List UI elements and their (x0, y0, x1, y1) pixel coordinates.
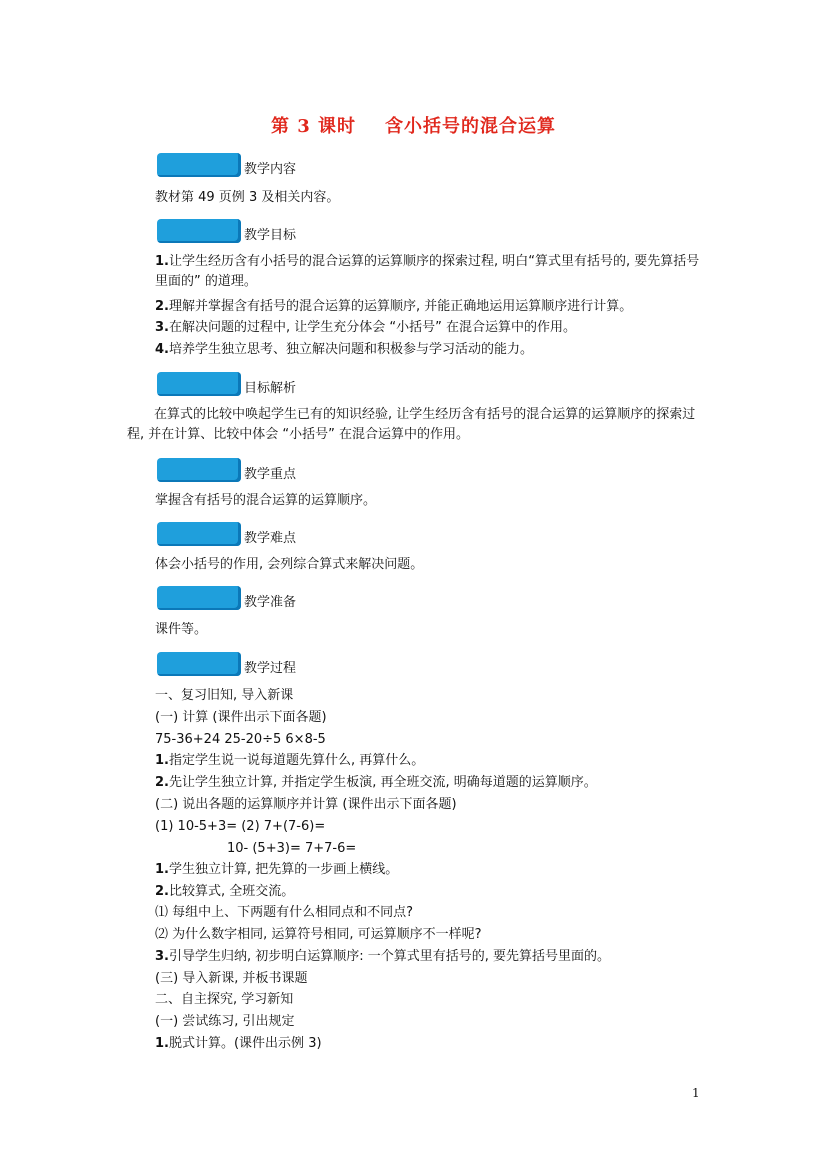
section-label: 教学重点 (244, 467, 297, 482)
process-line: (三) 导入新课, 并板书课题 (155, 971, 308, 986)
goal-number: 3. (155, 320, 169, 335)
section-label: 目标解析 (244, 381, 297, 396)
line-text: 比较算式, 全班交流。 (168, 884, 295, 899)
prep-text: 课件等。 (155, 622, 208, 637)
process-line: 二、自主探究, 学习新知 (155, 992, 294, 1007)
section-label: 教学目标 (244, 228, 297, 243)
section-label: 教学内容 (244, 162, 297, 177)
difficult-text: 体会小括号的作用, 会列综合算式来解决问题。 (155, 557, 424, 572)
process-line: (一) 计算 (课件出示下面各题) (155, 710, 327, 725)
section-badge (157, 652, 241, 676)
line-text: 学生独立计算, 把先算的一步画上横线。 (168, 862, 399, 877)
process-line: (1) 10-5+3= (2) 7+(7-6)= (155, 819, 326, 834)
process-line (155, 1034, 322, 1054)
line-text: 先让学生独立计算, 并指定学生板演, 再全班交流, 明确每道题的运算顺序。 (168, 775, 597, 790)
key-text: 掌握含有括号的混合运算的运算顺序。 (155, 493, 377, 508)
section-badge (157, 219, 241, 243)
process-line: ⑵ 为什么数字相同, 运算符号相同, 可运算顺序不一样呢? (155, 927, 482, 942)
process-line (155, 860, 398, 880)
goal-item-1 (155, 252, 707, 292)
goal-text: 在解决问题的过程中, 让学生充分体会 “小括号” 在混合运算中的作用。 (168, 320, 576, 335)
process-line: ⑴ 每组中上、下两题有什么相同点和不同点? (155, 905, 414, 920)
goal-number: 2. (155, 299, 169, 314)
section-label: 教学准备 (244, 595, 297, 610)
section-label: 教学难点 (244, 531, 297, 546)
line-number: 1. (155, 753, 169, 768)
goal-number: 1. (155, 254, 169, 269)
line-number: 3. (155, 949, 169, 964)
section-badge (157, 153, 241, 177)
process-line: 一、复习旧知, 导入新课 (155, 688, 294, 703)
line-number: 2. (155, 884, 169, 899)
analysis-text: 在算式的比较中唤起学生已有的知识经验, 让学生经历含有括号的混合运算的运算顺序的探索过程, 并在计算、比较中体会 “小括号” 在混合运算中的作用。 (127, 407, 696, 442)
process-line (155, 947, 610, 967)
goal-item-2 (155, 297, 632, 317)
process-line: 10- (5+3)= 7+7-6= (227, 841, 357, 856)
goal-text: 理解并掌握含有括号的混合运算的运算顺序, 并能正确地运用运算顺序进行计算。 (168, 299, 633, 314)
goal-item-4 (155, 340, 533, 360)
process-line (155, 751, 424, 771)
content-text: 教材第 49 页例 3 及相关内容。 (155, 190, 340, 205)
line-number: 1. (155, 1036, 169, 1051)
process-line (155, 773, 597, 793)
goal-item-3 (155, 318, 576, 338)
goal-text: 培养学生独立思考、独立解决问题和积极参与学习活动的能力。 (168, 342, 533, 357)
page-title: 第 3 课时 含小括号的混合运算 (270, 116, 557, 137)
process-line: (二) 说出各题的运算顺序并计算 (课件出示下面各题) (155, 797, 457, 812)
process-line: (一) 尝试练习, 引出规定 (155, 1014, 295, 1029)
line-text: 脱式计算。(课件出示例 3) (168, 1036, 322, 1051)
process-line (155, 882, 294, 902)
section-badge (157, 586, 241, 610)
section-badge (157, 522, 241, 546)
goal-text: 让学生经历含有小括号的混合运算的运算顺序的探索过程, 明白“算式里有括号的, 要先算括号里面的” 的道理。 (155, 254, 700, 289)
process-line: 75-36+24 25-20÷5 6×8-5 (155, 732, 326, 747)
line-number: 2. (155, 775, 169, 790)
section-label: 教学过程 (244, 661, 297, 676)
section-badge (157, 372, 241, 396)
line-number: 1. (155, 862, 169, 877)
page-number: 1 (692, 1086, 700, 1100)
line-text: 引导学生归纳, 初步明白运算顺序: 一个算式里有括号的, 要先算括号里面的。 (168, 949, 611, 964)
line-text: 指定学生说一说每道题先算什么, 再算什么。 (168, 753, 425, 768)
section-badge (157, 458, 241, 482)
goal-number: 4. (155, 342, 169, 357)
